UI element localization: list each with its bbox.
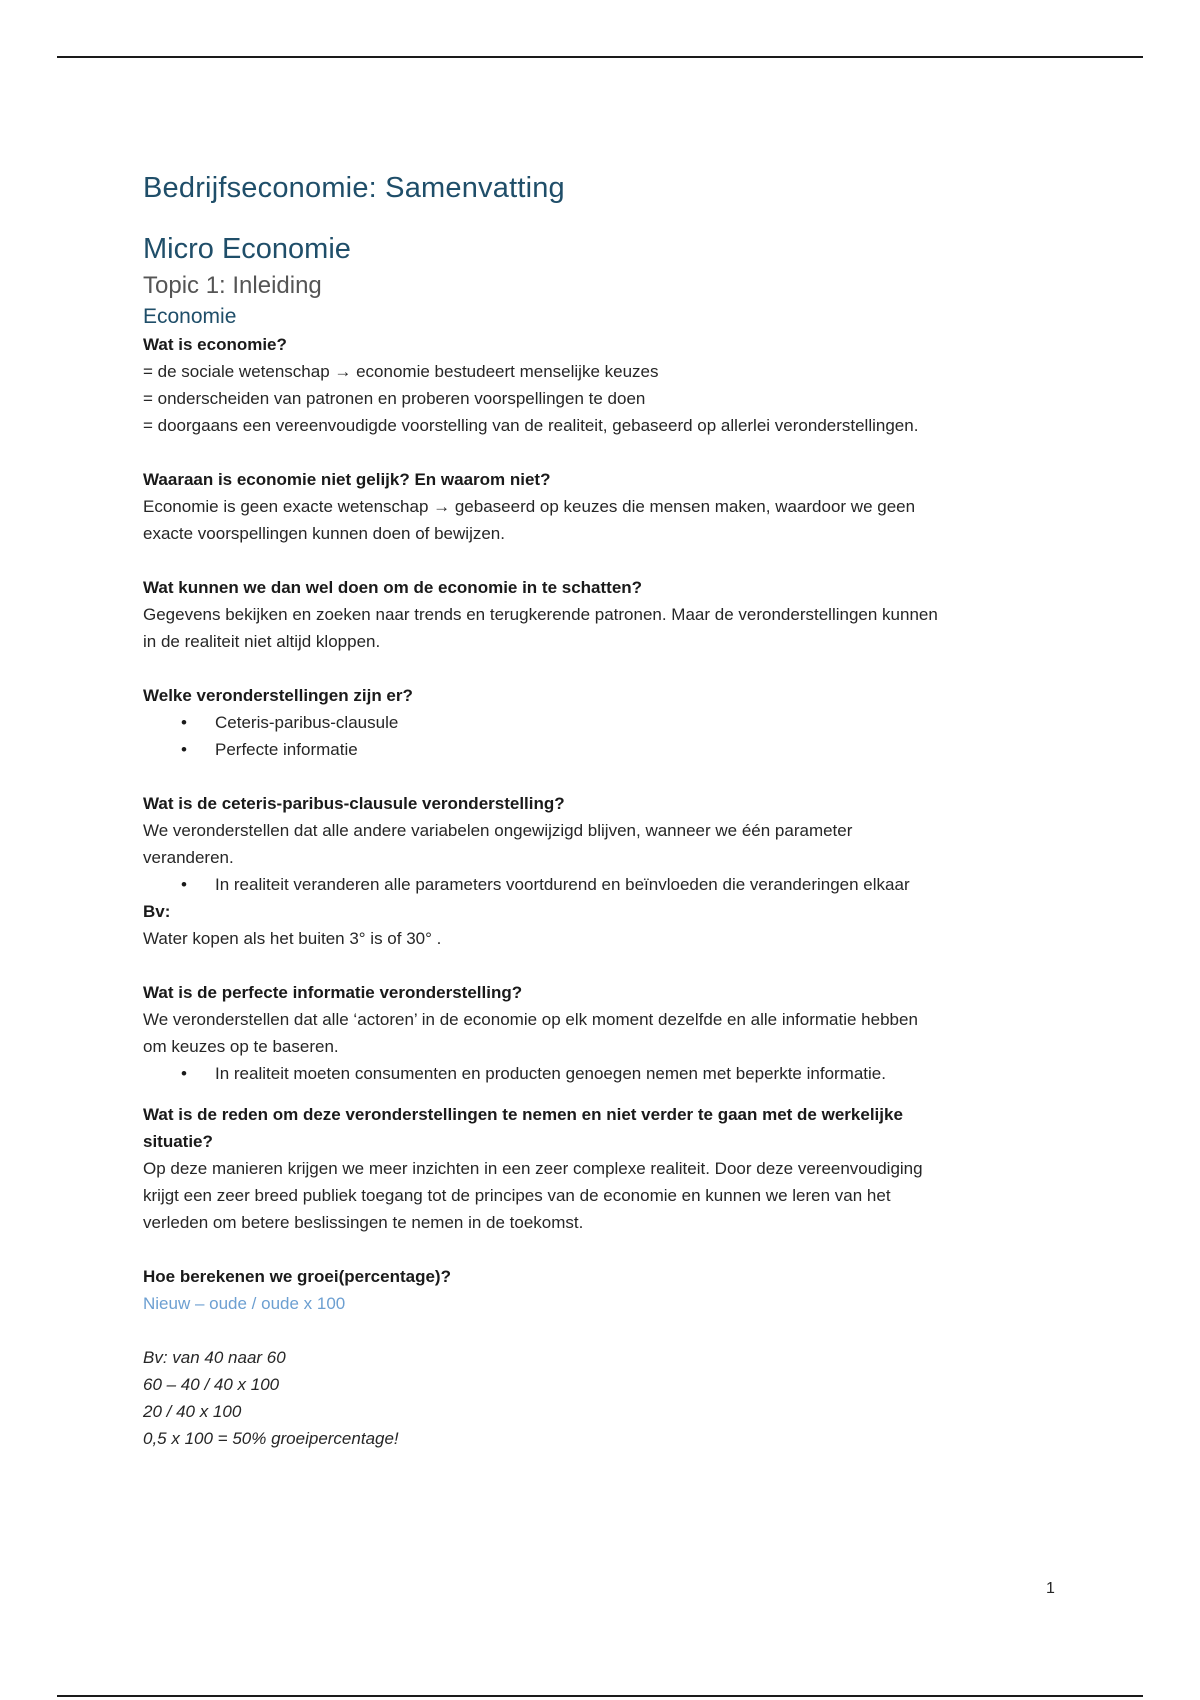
question-waaraan-niet-gelijk: Waaraan is economie niet gelijk? En waarom niet? [143, 470, 551, 489]
example-text: Water kopen als het buiten 3° is of 30° . [143, 929, 442, 948]
question-ceteris-paribus: Wat is de ceteris-paribus-clausule veronderstelling? [143, 794, 565, 813]
question-inschatten: Wat kunnen we dan wel doen om de economie in te schatten? [143, 578, 643, 597]
answer-line: verleden om betere beslissingen te nemen in de toekomst. [143, 1213, 584, 1232]
bottom-rule [57, 1695, 1143, 1697]
heading-micro-economie: Micro Economie [143, 233, 351, 265]
document-title: Bedrijfseconomie: Samenvatting [143, 172, 565, 204]
answer-line: krijgt een zeer breed publiek toegang tot de principes van de economie en kunnen we leren van het [143, 1186, 891, 1205]
question-welke-veronderstellingen: Welke veronderstellingen zijn er? [143, 686, 413, 705]
example-label: Bv: [143, 902, 171, 921]
answer-line: om keuzes op te baseren. [143, 1037, 339, 1056]
answer-line: exacte voorspellingen kunnen doen of bewijzen. [143, 524, 505, 543]
list-item: • Perfecte informatie [215, 736, 1063, 763]
answer-line: We veronderstellen dat alle andere variabelen ongewijzigd blijven, wanneer we één parameter [143, 821, 853, 840]
top-rule [57, 56, 1143, 58]
growth-formula: Nieuw – oude / oude x 100 [143, 1294, 346, 1313]
list-item: • In realiteit veranderen alle parameters voortdurend en beïnvloeden die veranderingen elkaar [215, 871, 1063, 898]
page-number: 1 [1046, 1580, 1055, 1597]
answer-line: = onderscheiden van patronen en proberen voorspellingen te doen [143, 389, 646, 408]
list-item: • In realiteit moeten consumenten en producten genoegen nemen met beperkte informatie. [215, 1060, 1063, 1087]
answer-line: Economie is geen exacte wetenschap → gebaseerd op keuzes die mensen maken, waardoor we geen [143, 497, 916, 516]
answer-line: Op deze manieren krijgen we meer inzichten in een zeer complexe realiteit. Door deze vereenvoudiging [143, 1159, 923, 1178]
question-perfecte-informatie: Wat is de perfecte informatie veronderstelling? [143, 983, 523, 1002]
question-groeipercentage: Hoe berekenen we groei(percentage)? [143, 1267, 451, 1286]
bullet-list [143, 709, 1063, 763]
question-reden: Wat is de reden om deze veronderstellingen te nemen en niet verder te gaan met de werkelijke [143, 1105, 903, 1124]
list-item: • Ceteris-paribus-clausule [215, 709, 1063, 736]
answer-line: We veronderstellen dat alle ‘actoren’ in de economie op elk moment dezelfde en alle informatie hebben [143, 1010, 918, 1029]
answer-line: Gegevens bekijken en zoeken naar trends en terugkerende patronen. Maar de veronderstellingen kunnen [143, 605, 938, 624]
example-line: 0,5 x 100 = 50% groeipercentage! [143, 1429, 399, 1448]
example-line: Bv: van 40 naar 60 [143, 1348, 286, 1367]
heading-topic-1: Topic 1: Inleiding [143, 272, 322, 299]
example-line: 60 – 40 / 40 x 100 [143, 1375, 280, 1394]
bullet-list [143, 871, 1063, 898]
answer-line: in de realiteit niet altijd kloppen. [143, 632, 381, 651]
bullet-list [143, 1060, 1063, 1087]
document-body [143, 172, 1063, 1452]
example-line: 20 / 40 x 100 [143, 1402, 242, 1421]
answer-line: = doorgaans een vereenvoudigde voorstelling van de realiteit, gebaseerd op allerlei veronderstellingen. [143, 416, 919, 435]
question-wat-is-economie: Wat is economie? [143, 335, 287, 354]
answer-line: veranderen. [143, 848, 234, 867]
question-reden-cont: situatie? [143, 1132, 213, 1151]
answer-line: = de sociale wetenschap → economie bestudeert menselijke keuzes [143, 362, 659, 381]
heading-economie: Economie [143, 305, 237, 328]
